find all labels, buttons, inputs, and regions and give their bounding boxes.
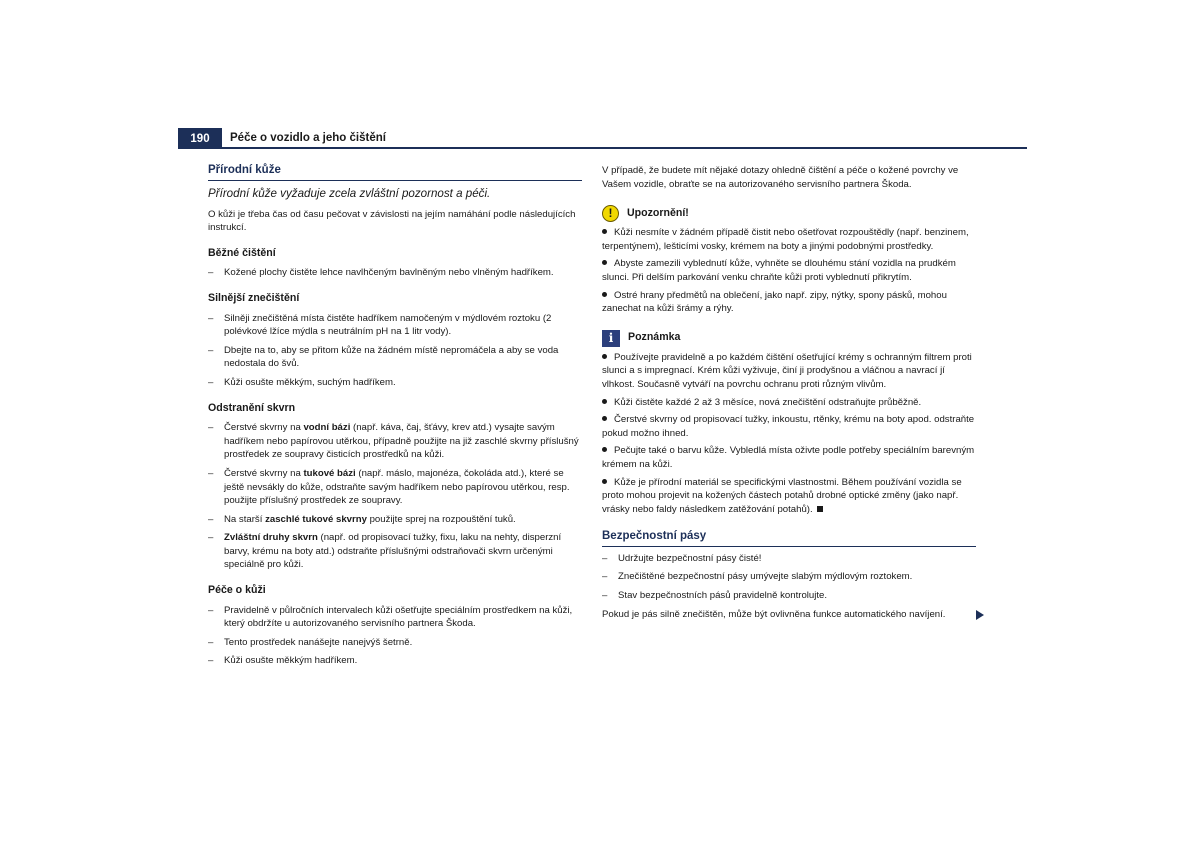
subheading-heavy-dirt: Silnější znečištění (208, 291, 300, 304)
list-item: – Silněji znečištěná místa čistěte hadříkem namočeným v mýdlovém roztoku (2 polévkové lžíce mýdla s neutrálním pH na 1 litr vody). (208, 312, 582, 339)
list-item: – Čerstvé skvrny na vodní bázi (např. káva, čaj, šťávy, krev atd.) vysajte savým hadříkem nebo papírovou utěrkou, případně použijte na již zaschlé skvrny příslušný prostředek ze soupravy čisticích prostředků na kůži. (208, 421, 582, 462)
bullet-icon (602, 260, 607, 265)
bullet-icon (602, 416, 607, 421)
paragraph: V případě, že budete mít nějaké dotazy ohledně čištění a péče o kožené povrchy ve Vašem vozidle, obraťte se na autorizovaného servisního partnera Škoda. (602, 165, 959, 190)
warning-title: Upozornění! (627, 206, 689, 219)
list-item: – Stav bezpečnostních pásů pravidelně kontrolujte. (602, 589, 976, 603)
page-header (178, 128, 1027, 149)
leather-care-list (208, 604, 582, 668)
list-item: Kůži čistěte každé 2 až 3 měsíce, nová znečištění odstraňujte průběžně. (602, 396, 976, 410)
list-item: Používejte pravidelně a po každém čištění ošetřující krémy s ochranným filtrem proti slunci a s impregnací. Krém kůži vyživuje, činí ji prodyšnou a vláčnou a navrací jí vlhkost. Současně vytváří na povrchu ochranu proti různým vlivům. (602, 351, 972, 390)
exclamation-icon: ! (602, 205, 619, 222)
seatbelts-list (602, 552, 976, 603)
list-item: Abyste zamezili vyblednutí kůže, vyhněte se dlouhému stání vozidla na prudkém slunci. Při delším parkování venku chraňte kůži proti vyblednutí přikrytím. (602, 258, 956, 283)
list-item: Kůže je přírodní materiál se specifickými vlastnostmi. Během používání vozidla se proto mohou projevit na kožených částech potahů drobné optické změny (jako např. vrásky nebo faldy následkem zatěžování potahů). (602, 476, 962, 515)
right-column (602, 164, 976, 626)
bullet-icon (602, 292, 607, 297)
section-title-leather: Přírodní kůže (208, 164, 582, 181)
list-item: – Udržujte bezpečnostní pásy čisté! (602, 552, 976, 566)
subheading-stain-removal: Odstranění skvrn (208, 401, 296, 414)
section-intro: Přírodní kůže vyžaduje zcela zvláštní pozornost a péči. (208, 186, 491, 200)
list-item: – Znečištěné bezpečnostní pásy umývejte slabým mýdlovým roztokem. (602, 570, 976, 584)
bullet-icon (602, 229, 607, 234)
bullet-icon (602, 399, 607, 404)
section-title-seatbelts: Bezpečnostní pásy (602, 530, 976, 547)
list-item: – Tento prostředek nanášejte nanejvýš šetrně. (208, 636, 582, 650)
list-item: Kůži nesmíte v žádném případě čistit nebo ošetřovat rozpouštědly (např. benzinem, terpentýnem), lešticími vosky, krémem na boty a jinými podobnými prostředky. (602, 227, 969, 252)
list-item: – Zvláštní druhy skvrn (např. od propisovací tužky, fixu, laku na nehty, disperzní barvy, krému na boty atd.) odstraňte příslušnými odstraňovači skvrn určenými speciálně pro kůži. (208, 531, 582, 572)
regular-cleaning-list (208, 266, 582, 280)
heavy-dirt-list (208, 312, 582, 390)
info-icon: i (602, 330, 620, 347)
note-title: Poznámka (628, 331, 681, 344)
bullet-icon (602, 354, 607, 359)
list-item: – Kůži osušte měkkým hadříkem. (208, 654, 582, 668)
paragraph: O kůži je třeba čas od času pečovat v závislosti na jejím namáhání podle následujících instrukcí. (208, 208, 576, 234)
list-item: – Čerstvé skvrny na tukové bázi (např. máslo, majonéza, čokoláda atd.), které se ještě nevsákly do kůže, odstraňte savým hadříkem nebo papírovou utěrkou, resp. použijte příslušný prostředek ze soupravy. (208, 467, 582, 508)
list-item: – Pravidelně v půlročních intervalech kůži ošetřujte speciálním prostředkem na kůži, který obdržíte u autorizovaného servisního partnera Škoda. (208, 604, 582, 631)
list-item: Čerstvé skvrny od propisovací tužky, inkoustu, rtěnky, krému na boty apod. odstraňte pokud možno ihned. (602, 414, 975, 439)
note-list (602, 351, 976, 517)
list-item: Ostré hrany předmětů na oblečení, jako např. zipy, nýtky, spony pásků, mohou zanechat na kůži šrámy a rýhy. (602, 289, 947, 315)
list-item: – Kůži osušte měkkým, suchým hadříkem. (208, 376, 582, 390)
list-item: – Kožené plochy čistěte lehce navlhčeným bavlněným nebo vlněným hadříkem. (208, 266, 582, 280)
seatbelts-final-paragraph: Pokud je pás silně znečištěn, může být ovlivněna funkce automatického navíjení. (602, 608, 976, 622)
continue-arrow-icon (976, 610, 984, 620)
list-item: – Na starší zaschlé tukové skvrny použijte sprej na rozpouštění tuků. (208, 513, 582, 527)
warning-list (602, 226, 976, 316)
chapter-title: Péče o vozidlo a jeho čištění (230, 132, 386, 144)
list-item: Pečujte také o barvu kůže. Vybledlá místa oživte podle potřeby speciálním barevným krémem na kůži. (602, 445, 975, 470)
subheading-regular-cleaning: Běžné čištění (208, 246, 276, 259)
stain-removal-list (208, 421, 582, 572)
list-item: – Dbejte na to, aby se přitom kůže na žádném místě nepromáčela a aby se voda nedostala do švů. (208, 344, 582, 371)
subheading-leather-care: Péče o kůži (208, 584, 266, 597)
bullet-icon (602, 447, 607, 452)
page-number: 190 (178, 128, 222, 149)
note-heading (602, 330, 976, 347)
bullet-icon (602, 479, 607, 484)
warning-heading (602, 205, 976, 222)
left-column (208, 164, 582, 673)
end-of-section-icon (817, 506, 823, 512)
